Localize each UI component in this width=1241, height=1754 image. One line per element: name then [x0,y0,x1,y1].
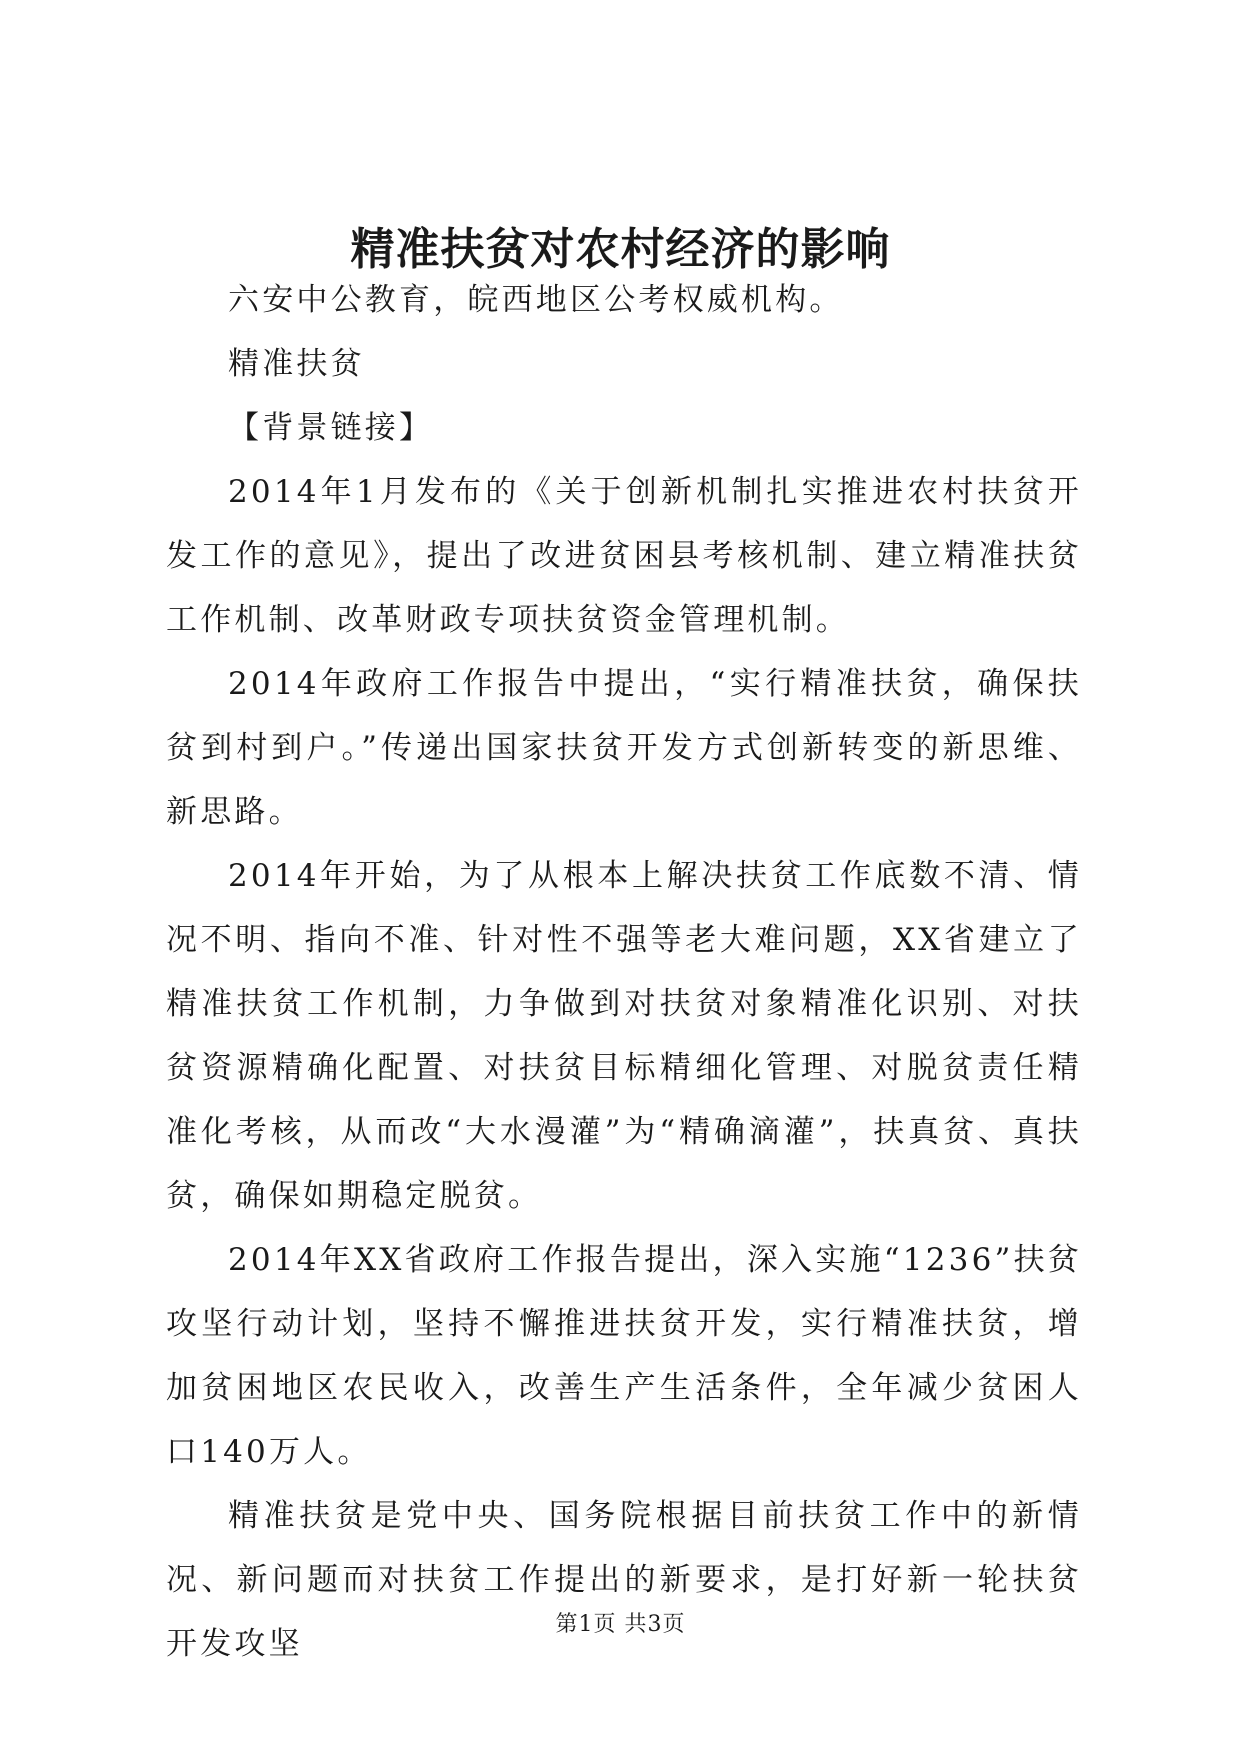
document-title: 精准扶贫对农村经济的影响 [350,224,891,275]
section-heading: 【背景链接】 [228,410,434,446]
paragraph-1: 2014年1月发布的《关于创新机制扎实推进农村扶贫开发工作的意见》，提出了改进贫困县考核机制、建立精准扶贫工作机制、改革财政专项扶贫资金管理机制。 [166,474,1082,638]
intro-line: 六安中公教育，皖西地区公考权威机构。 [228,282,844,318]
paragraph-3: 2014年开始，为了从根本上解决扶贫工作底数不清、情况不明、指向不准、针对性不强等老大难问题，XX省建立了精准扶贫工作机制，力争做到对扶贫对象精准化识别、对扶贫资源精确化配置、对扶贫目标精细化管理、对脱贫责任精准化考核，从而改“大水漫灌”为“精确滴灌”，扶真贫、真扶贫，确保如期稳定脱贫。 [166,858,1082,1214]
subtitle-line: 精准扶贫 [228,346,365,382]
paragraph-2: 2014年政府工作报告中提出，“实行精准扶贫，确保扶贫到村到户。”传递出国家扶贫开发方式创新转变的新思维、新思路。 [166,666,1082,830]
paragraph-5: 精准扶贫是党中央、国务院根据目前扶贫工作中的新情况、新问题而对扶贫工作提出的新要求，是打好新一轮扶贫开发攻坚 [166,1498,1082,1662]
page-number-footer: 第1页 共3页 [555,1612,686,1637]
paragraph-4: 2014年XX省政府工作报告提出，深入实施“1236”扶贫攻坚行动计划，坚持不懈推进扶贫开发，实行精准扶贫，增加贫困地区农民收入，改善生产生活条件，全年减少贫困人口140万人。 [166,1242,1082,1470]
